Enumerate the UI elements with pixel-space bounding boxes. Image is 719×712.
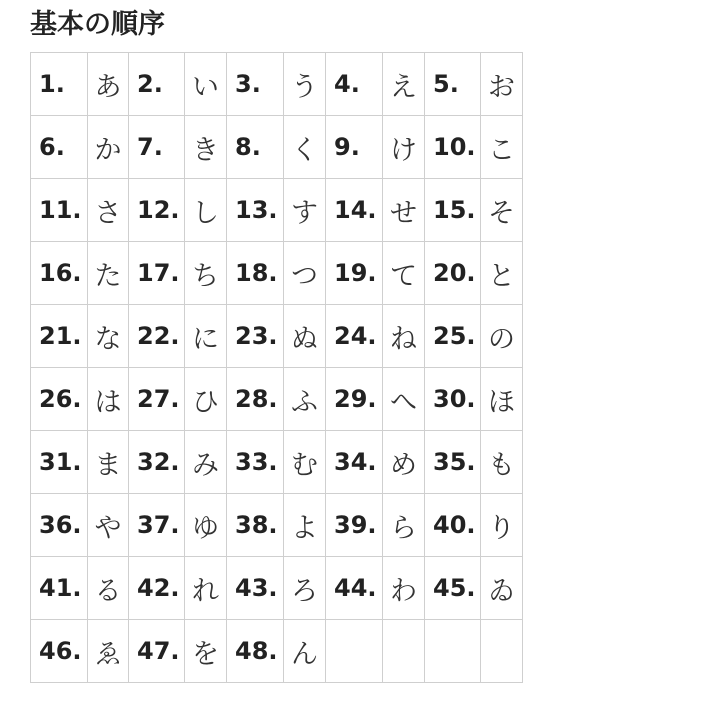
order-number-cell: 24. [326, 305, 383, 368]
kana-cell: ひ [185, 368, 227, 431]
order-number-cell: 5. [425, 53, 481, 116]
kana-cell: そ [481, 179, 523, 242]
order-number-cell: 44. [326, 557, 383, 620]
order-number-cell: 23. [227, 305, 284, 368]
order-number-cell: 28. [227, 368, 284, 431]
kana-cell: ゐ [481, 557, 523, 620]
kana-cell: し [185, 179, 227, 242]
order-number-cell: 26. [31, 368, 88, 431]
kana-cell: ま [88, 431, 129, 494]
kana-cell: へ [383, 368, 425, 431]
order-number-cell: 31. [31, 431, 88, 494]
order-number-cell: 43. [227, 557, 284, 620]
kana-cell: お [481, 53, 523, 116]
kana-cell: や [88, 494, 129, 557]
kana-cell: も [481, 431, 523, 494]
order-number-cell: 48. [227, 620, 284, 683]
kana-cell: う [284, 53, 326, 116]
table-row [31, 620, 523, 683]
kana-cell: わ [383, 557, 425, 620]
kana-cell: と [481, 242, 523, 305]
order-number-cell: 32. [129, 431, 185, 494]
order-number-cell: 45. [425, 557, 481, 620]
order-number-cell: 22. [129, 305, 185, 368]
order-number-cell: 33. [227, 431, 284, 494]
kana-cell: む [284, 431, 326, 494]
order-number-cell: 14. [326, 179, 383, 242]
table-row [31, 431, 523, 494]
order-number-cell: 25. [425, 305, 481, 368]
table-row [31, 53, 523, 116]
order-number-cell: 37. [129, 494, 185, 557]
kana-cell: く [284, 116, 326, 179]
kana-cell: ゑ [88, 620, 129, 683]
order-number-cell: 39. [326, 494, 383, 557]
order-number-cell: 17. [129, 242, 185, 305]
table-row [31, 116, 523, 179]
kana-cell: に [185, 305, 227, 368]
order-number-cell: 20. [425, 242, 481, 305]
kana-cell: か [88, 116, 129, 179]
order-number-cell: 40. [425, 494, 481, 557]
order-number-cell: 11. [31, 179, 88, 242]
order-number-cell: 18. [227, 242, 284, 305]
table-row [31, 179, 523, 242]
order-number-cell: 27. [129, 368, 185, 431]
kana-cell: ち [185, 242, 227, 305]
order-number-cell: 46. [31, 620, 88, 683]
kana-cell: ふ [284, 368, 326, 431]
order-number-cell: 15. [425, 179, 481, 242]
kana-cell: あ [88, 53, 129, 116]
order-number-cell: 19. [326, 242, 383, 305]
kana-cell: せ [383, 179, 425, 242]
table-row [31, 557, 523, 620]
empty-cell [425, 620, 481, 683]
kana-cell: て [383, 242, 425, 305]
order-number-cell: 35. [425, 431, 481, 494]
kana-cell: た [88, 242, 129, 305]
order-number-cell: 42. [129, 557, 185, 620]
kana-cell: け [383, 116, 425, 179]
order-number-cell: 7. [129, 116, 185, 179]
order-number-cell: 10. [425, 116, 481, 179]
kana-cell: を [185, 620, 227, 683]
order-number-cell: 4. [326, 53, 383, 116]
kana-cell: な [88, 305, 129, 368]
kana-cell: え [383, 53, 425, 116]
order-number-cell: 41. [31, 557, 88, 620]
empty-cell [326, 620, 383, 683]
order-number-cell: 2. [129, 53, 185, 116]
kana-cell: の [481, 305, 523, 368]
kana-cell: み [185, 431, 227, 494]
order-number-cell: 6. [31, 116, 88, 179]
order-number-cell: 38. [227, 494, 284, 557]
kana-cell: ゆ [185, 494, 227, 557]
kana-cell: め [383, 431, 425, 494]
table-row [31, 242, 523, 305]
kana-cell: ん [284, 620, 326, 683]
kana-cell: ろ [284, 557, 326, 620]
kana-cell: れ [185, 557, 227, 620]
kana-cell: は [88, 368, 129, 431]
order-number-cell: 16. [31, 242, 88, 305]
kana-cell: す [284, 179, 326, 242]
kana-cell: ら [383, 494, 425, 557]
order-number-cell: 1. [31, 53, 88, 116]
order-number-cell: 34. [326, 431, 383, 494]
order-number-cell: 13. [227, 179, 284, 242]
kana-cell: つ [284, 242, 326, 305]
order-number-cell: 12. [129, 179, 185, 242]
order-number-cell: 3. [227, 53, 284, 116]
order-number-cell: 8. [227, 116, 284, 179]
table-row [31, 494, 523, 557]
kana-cell: こ [481, 116, 523, 179]
order-number-cell: 47. [129, 620, 185, 683]
kana-cell: る [88, 557, 129, 620]
order-number-cell: 36. [31, 494, 88, 557]
kana-cell: い [185, 53, 227, 116]
kana-order-table [30, 52, 523, 683]
kana-cell: よ [284, 494, 326, 557]
kana-cell: ほ [481, 368, 523, 431]
empty-cell [481, 620, 523, 683]
kana-cell: り [481, 494, 523, 557]
kana-cell: ぬ [284, 305, 326, 368]
order-number-cell: 21. [31, 305, 88, 368]
table-row [31, 305, 523, 368]
empty-cell [383, 620, 425, 683]
page-title: 基本の順序 [30, 9, 165, 40]
kana-cell: さ [88, 179, 129, 242]
order-number-cell: 9. [326, 116, 383, 179]
table-row [31, 368, 523, 431]
kana-cell: ね [383, 305, 425, 368]
kana-cell: き [185, 116, 227, 179]
order-number-cell: 29. [326, 368, 383, 431]
order-number-cell: 30. [425, 368, 481, 431]
